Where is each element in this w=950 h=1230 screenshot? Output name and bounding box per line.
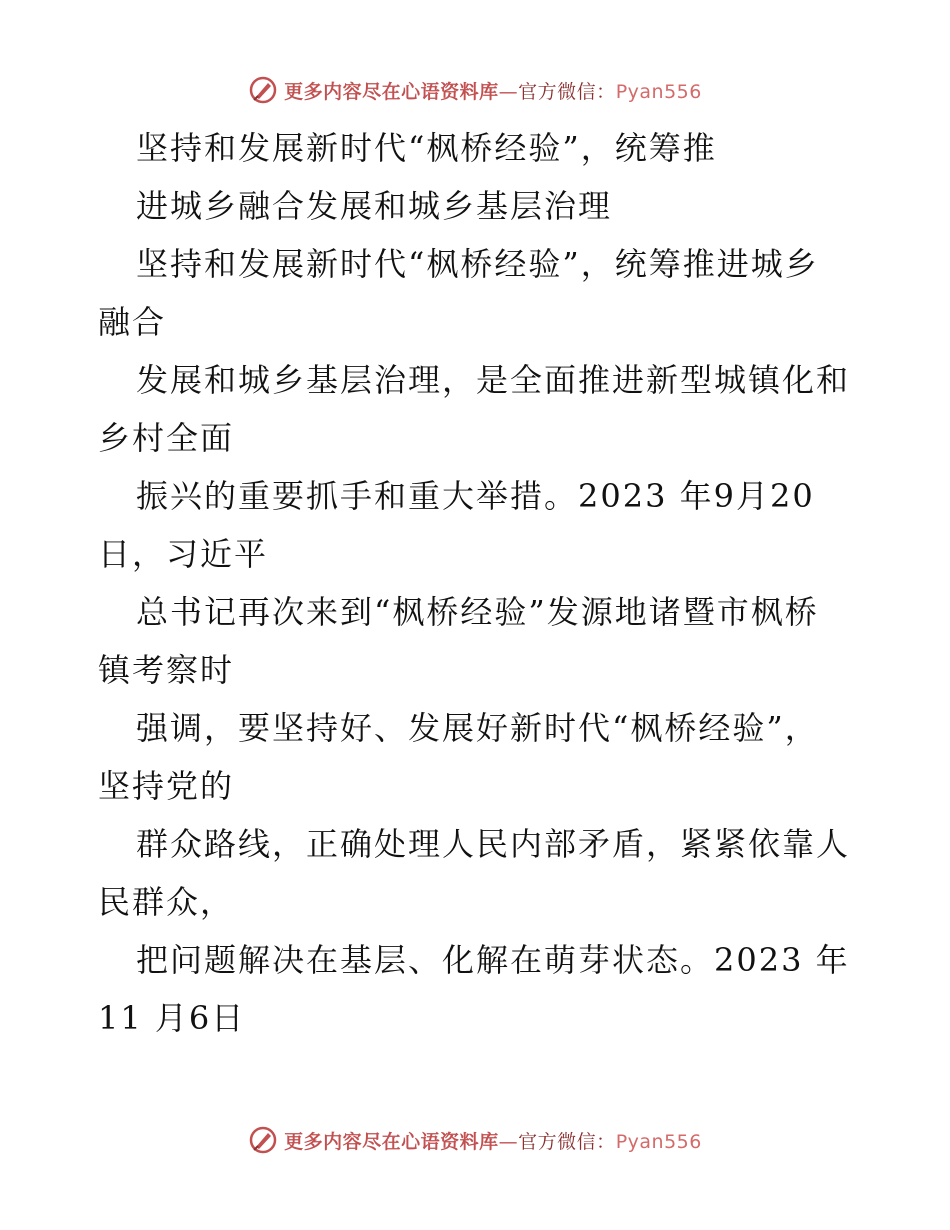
text-line: 民群众， bbox=[98, 883, 235, 921]
text-line: 总书记再次来到“枫桥经验”发源地诸暨市枫桥 bbox=[136, 593, 819, 631]
footer-wechat-id: Pyan556 bbox=[615, 1130, 702, 1153]
text-line: 坚持和发展新时代“枫桥经验”，统筹推 bbox=[136, 129, 717, 167]
footer-dash: — bbox=[498, 1130, 519, 1153]
text-line: 融合 bbox=[98, 303, 167, 341]
text-line: 进城乡融合发展和城乡基层治理 bbox=[136, 187, 613, 225]
text-line: 坚持党的 bbox=[98, 767, 235, 805]
text-line: 镇考察时 bbox=[98, 651, 235, 689]
text-line: 发展和城乡基层治理，是全面推进新型城镇化和 bbox=[136, 361, 851, 399]
text-line: 把问题解决在基层、化解在萌芽状态。2023 年 bbox=[136, 941, 850, 979]
footer-banner bbox=[0, 1122, 950, 1158]
header-dash: — bbox=[498, 80, 519, 103]
quill-logo-icon bbox=[248, 75, 278, 105]
footer-text bbox=[284, 1127, 702, 1154]
text-line: 振兴的重要抓手和重大举措。2023 年9月20 bbox=[136, 477, 815, 515]
footer-wechat-label: 官方微信： bbox=[518, 1130, 616, 1153]
text-line: 坚持和发展新时代“枫桥经验”，统筹推进城乡 bbox=[136, 245, 819, 283]
quill-logo-icon bbox=[248, 1125, 278, 1155]
text-line: 乡村全面 bbox=[98, 419, 235, 457]
text-line: 11 月6日 bbox=[98, 999, 246, 1037]
header-wechat-id: Pyan556 bbox=[615, 80, 702, 103]
footer-library-text: 更多内容尽在心语资料库 bbox=[284, 1130, 499, 1153]
text-line: 群众路线，正确处理人民内部矛盾，紧紧依靠人 bbox=[136, 825, 851, 863]
header-text bbox=[284, 77, 702, 104]
header-banner bbox=[0, 72, 950, 108]
header-library-text: 更多内容尽在心语资料库 bbox=[284, 80, 499, 103]
header-wechat-label: 官方微信： bbox=[518, 80, 616, 103]
text-line: 日，习近平 bbox=[98, 535, 269, 573]
text-line: 强调，要坚持好、发展好新时代“枫桥经验”， bbox=[136, 709, 819, 747]
